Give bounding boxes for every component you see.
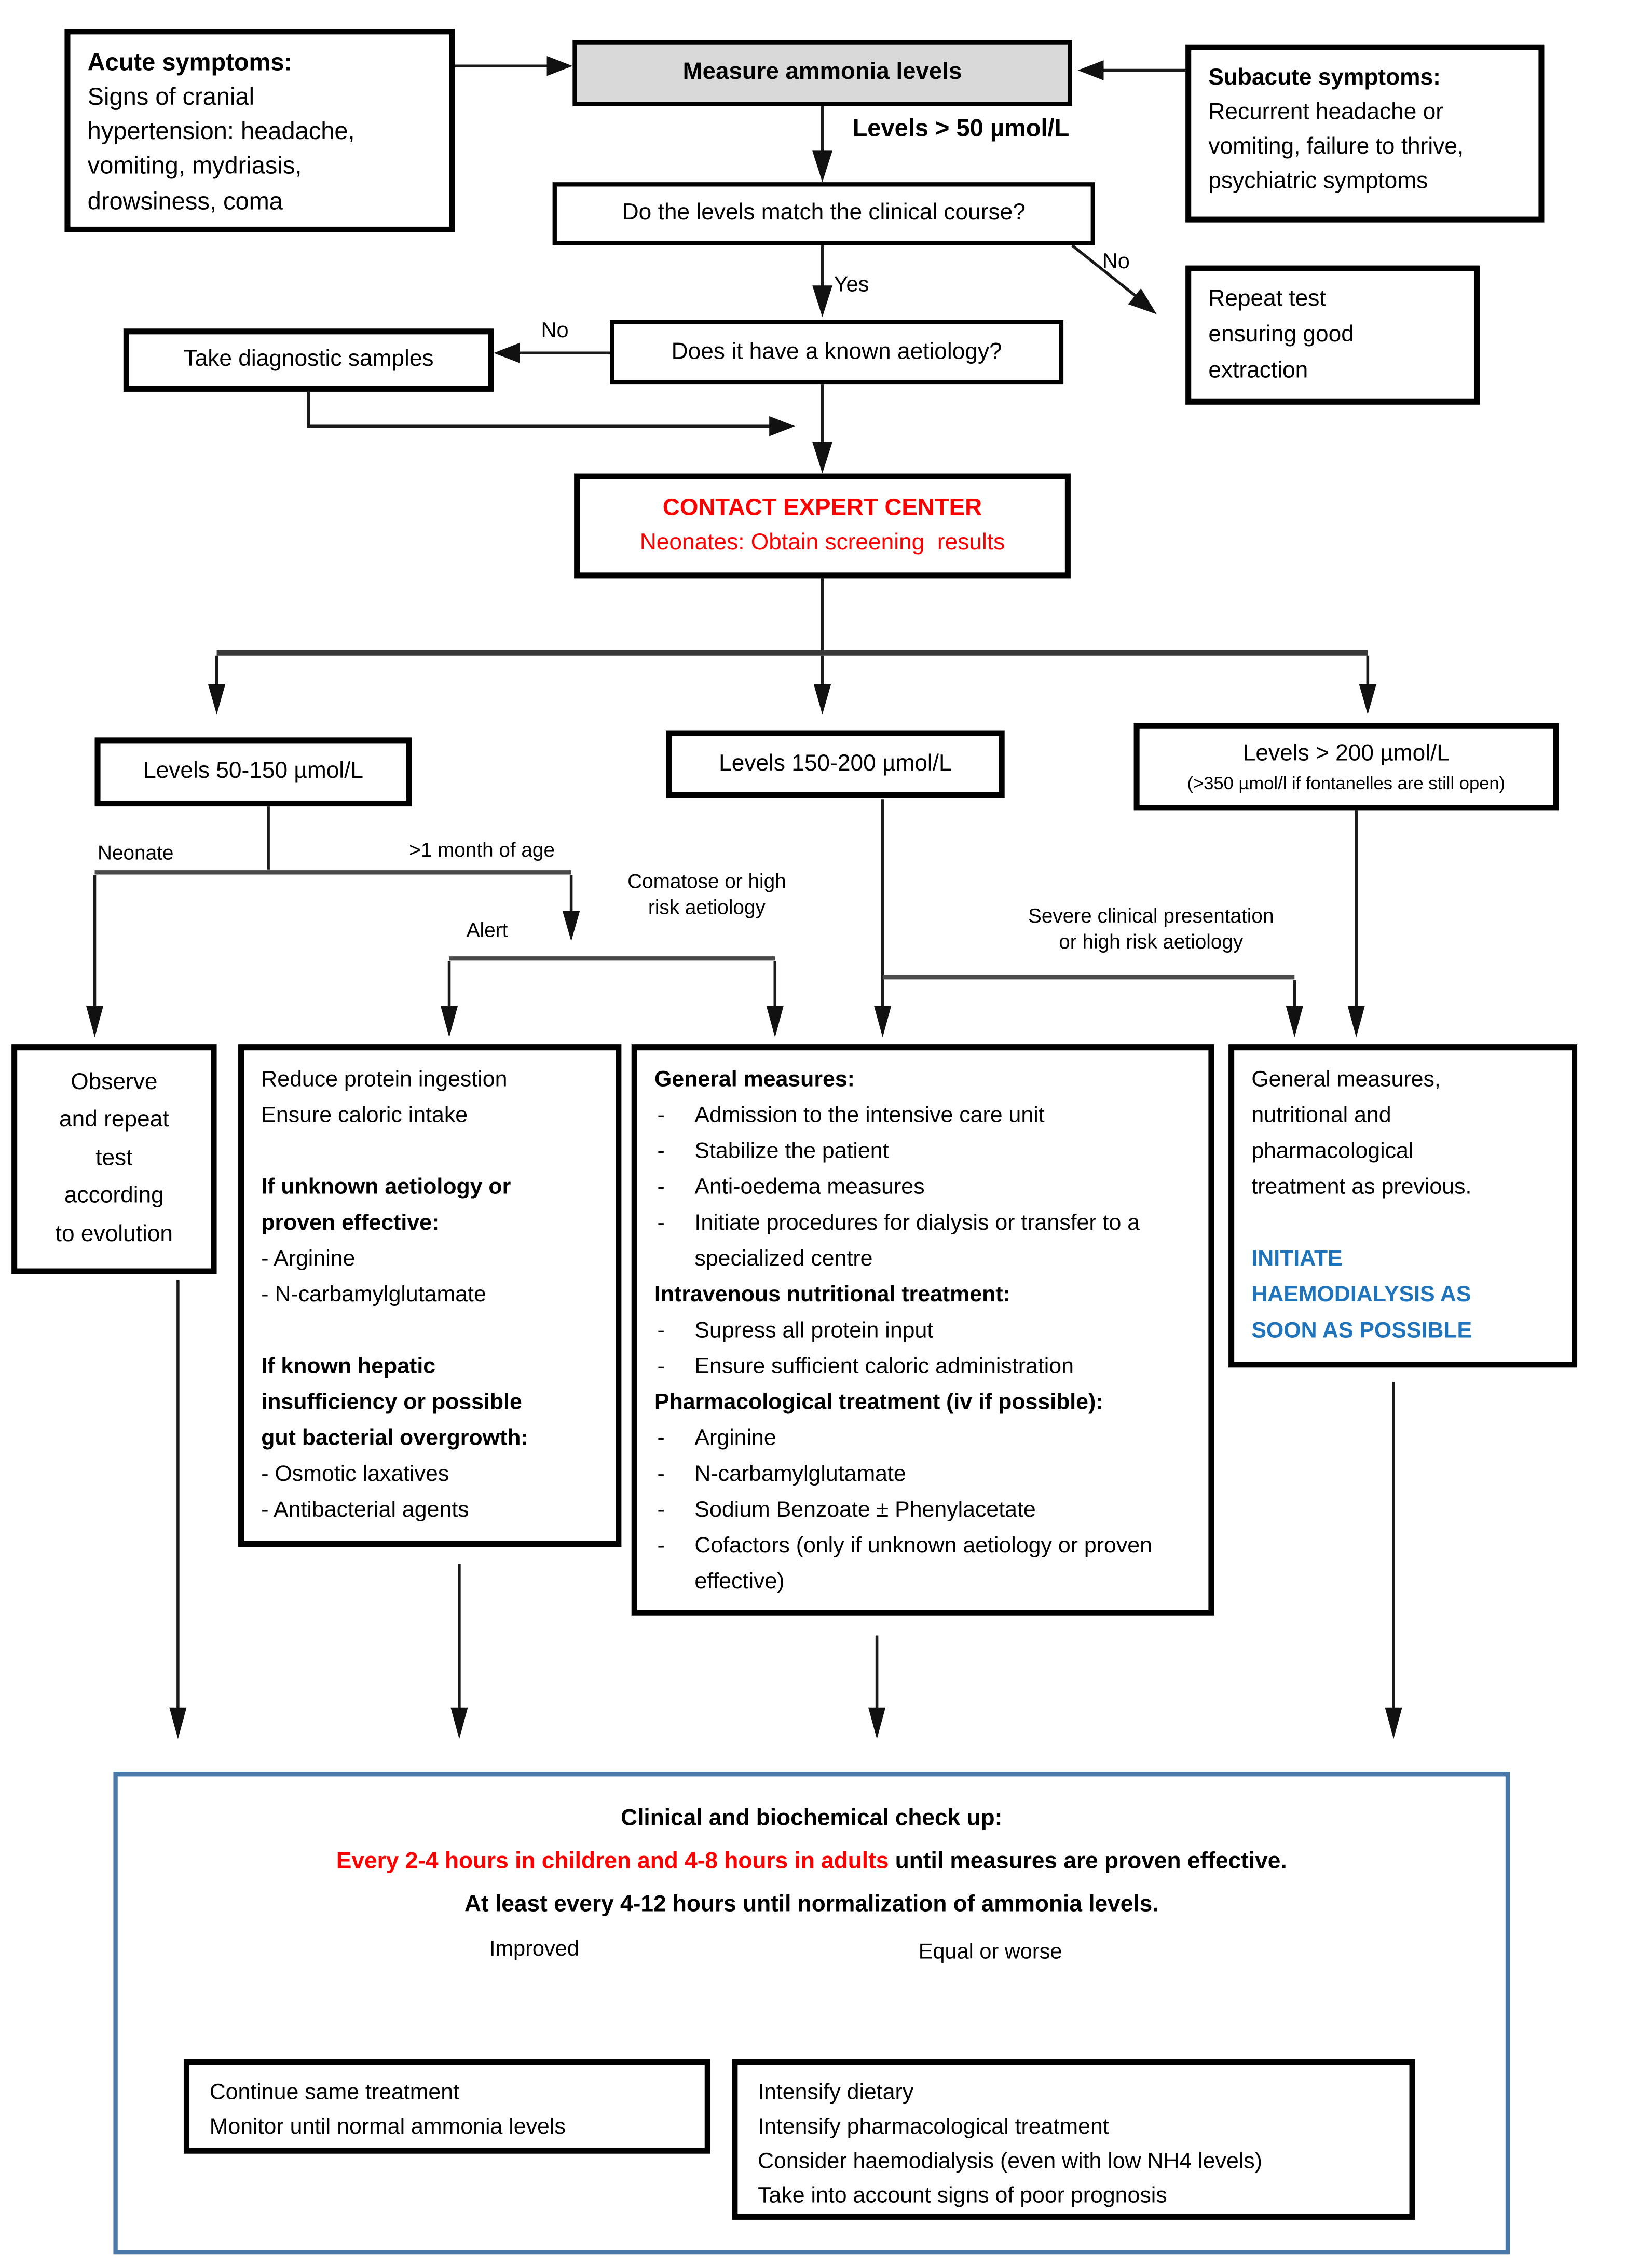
yes-label: Yes xyxy=(834,272,869,297)
levels-over-50-label: Levels > 50 µmol/L xyxy=(852,115,1070,142)
levels-over-200-box xyxy=(1134,723,1559,811)
list-item: - Arginine xyxy=(657,1426,776,1451)
repeat-test-box xyxy=(1185,266,1480,405)
checkup-frequency-rest: until measures are proven effective. xyxy=(889,1849,1287,1874)
question-aetiology-box xyxy=(610,320,1063,384)
comatose-label: Comatose or high risk aetiology xyxy=(627,869,786,918)
levels-over-200-label: Levels > 200 µmol/L xyxy=(1242,741,1450,766)
haemodialysis-box: General measures, nutritional and pharmacological treatment as previous. INITIATE HAEMODIALYSIS AS SOON AS POSSIBLE xyxy=(1228,1044,1577,1367)
improved-label: Improved xyxy=(489,1937,579,1962)
contact-title: CONTACT EXPERT CENTER xyxy=(662,494,982,521)
subacute-title: Subacute symptoms: xyxy=(1208,66,1441,91)
subacute-line: psychiatric symptoms xyxy=(1208,169,1428,194)
repeat-line: ensuring good xyxy=(1208,322,1354,347)
acute-line: Signs of cranial xyxy=(87,83,255,111)
continue-treatment-box: Continue same treatment Monitor until normal ammonia levels xyxy=(184,2059,710,2154)
arrowhead-diagonal-icon xyxy=(1128,288,1157,314)
nutritional-heading: Intravenous nutritional treatment: xyxy=(654,1283,1010,1308)
severe-label: Severe clinical presentation or high risk aetiology xyxy=(1028,904,1274,952)
acute-line: vomiting, mydriasis, xyxy=(87,153,302,180)
general-measures-heading: General measures: xyxy=(654,1067,855,1092)
arrowhead-down-icon xyxy=(208,684,225,714)
arrowhead-down-icon xyxy=(874,1006,891,1037)
checkup-title: Clinical and biochemical check up: xyxy=(621,1806,1003,1831)
arrowhead-down-icon xyxy=(441,1006,458,1037)
levels-50-150-box xyxy=(95,737,412,806)
arrowhead-down-icon xyxy=(812,285,832,317)
month-of-age-label: >1 month of age xyxy=(409,837,555,861)
subacute-line: Recurrent headache or xyxy=(1208,100,1443,125)
arrowhead-down-icon xyxy=(814,684,831,714)
arrowhead-down-icon xyxy=(1286,1006,1303,1037)
arrowhead-right-icon xyxy=(769,416,795,436)
repeat-line: Repeat test xyxy=(1208,287,1326,312)
list-item: - Stabilize the patient xyxy=(657,1139,889,1164)
levels-150-200-box xyxy=(666,731,1005,798)
levels-150-200-label: Levels 150-200 µmol/L xyxy=(719,751,952,776)
arrowhead-down-icon xyxy=(1348,1006,1365,1037)
arrowhead-down-icon xyxy=(812,150,832,182)
list-item: - Initiate procedures for dialysis or transfer to a specialized centre xyxy=(657,1211,1140,1272)
list-item: - N-carbamylglutamate xyxy=(657,1462,906,1487)
fontanelles-note: (>350 µmol/l if fontanelles are still open) xyxy=(1187,773,1506,794)
list-item: - Anti-oedema measures xyxy=(657,1175,925,1200)
arrowhead-down-icon xyxy=(812,442,832,474)
question-aetiology-label: Does it have a known aetiology? xyxy=(671,340,1002,365)
arrowhead-down-icon xyxy=(1359,684,1376,714)
take-samples-box xyxy=(124,328,494,392)
neonate-label: Neonate xyxy=(98,841,174,864)
measure-ammonia-label: Measure ammonia levels xyxy=(682,59,962,85)
question-levels-match-label: Do the levels match the clinical course? xyxy=(622,201,1026,226)
observe-box: Observe and repeat test according to evolution xyxy=(11,1044,216,1274)
checkup-frequency-line xyxy=(118,1845,1506,1878)
list-item: - Cofactors (only if unknown aetiology or proven effective) xyxy=(657,1534,1152,1595)
list-item: - Supress all protein input xyxy=(657,1318,934,1343)
arrowhead-down-icon xyxy=(450,1708,468,1739)
repeat-line: extraction xyxy=(1208,358,1308,383)
checkup-frequency-red: Every 2-4 hours in children and 4-8 hours in adults xyxy=(336,1849,889,1874)
contact-subtitle: Neonates: Obtain screening results xyxy=(639,530,1005,555)
arrowhead-left-icon xyxy=(1078,60,1104,80)
alert-label: Alert xyxy=(466,918,508,942)
pharmacological-heading: Pharmacological treatment (iv if possible): xyxy=(654,1390,1103,1415)
elbow-samples-to-contact xyxy=(309,392,772,426)
acute-title: Acute symptoms: xyxy=(87,49,293,76)
equal-or-worse-label: Equal or worse xyxy=(918,1940,1062,1964)
arrowhead-right-icon xyxy=(547,56,573,76)
reduce-protein-box: Reduce protein ingestion Ensure caloric intake If unknown aetiology or proven effective: - Arginine - N-carbamylglutamate If known hepatic insufficiency or possible gut bacterial overgrowth: - Osmotic laxatives - Antibacterial agents xyxy=(238,1044,621,1547)
arrowhead-left-icon xyxy=(494,343,520,363)
measure-ammonia-box xyxy=(572,40,1072,106)
take-samples-label: Take diagnostic samples xyxy=(183,348,434,373)
question-levels-match-box xyxy=(553,182,1095,245)
list-item: - Sodium Benzoate ± Phenylacetate xyxy=(657,1497,1036,1522)
acute-line: hypertension: headache, xyxy=(87,118,355,145)
acute-line: drowsiness, coma xyxy=(87,187,283,215)
intensify-treatment-box: Intensify dietary Intensify pharmacological treatment Consider haemodialysis (even with low NH4 levels) Take into account signs of poor prognosis xyxy=(732,2059,1415,2220)
arrowhead-down-icon xyxy=(169,1708,186,1739)
no-label-diagonal: No xyxy=(1102,250,1130,274)
no-label-left: No xyxy=(541,318,569,343)
arrowhead-down-icon xyxy=(563,911,580,941)
arrowhead-down-icon xyxy=(1385,1708,1402,1739)
list-item: - Admission to the intensive care unit xyxy=(657,1103,1045,1128)
checkup-normalization-line: At least every 4-12 hours until normalization of ammonia levels. xyxy=(464,1892,1159,1917)
subacute-line: vomiting, failure to thrive, xyxy=(1208,134,1464,159)
acute-symptoms-box xyxy=(64,29,455,232)
subacute-symptoms-box xyxy=(1185,45,1544,223)
arrowhead-down-icon xyxy=(767,1006,784,1037)
arrowhead-down-icon xyxy=(868,1708,885,1739)
list-item: - Ensure sufficient caloric administration xyxy=(657,1354,1074,1379)
general-measures-box xyxy=(632,1044,1214,1616)
contact-expert-center-box xyxy=(574,474,1071,579)
arrowhead-down-icon xyxy=(86,1006,103,1037)
levels-50-150-label: Levels 50-150 µmol/L xyxy=(143,759,364,784)
